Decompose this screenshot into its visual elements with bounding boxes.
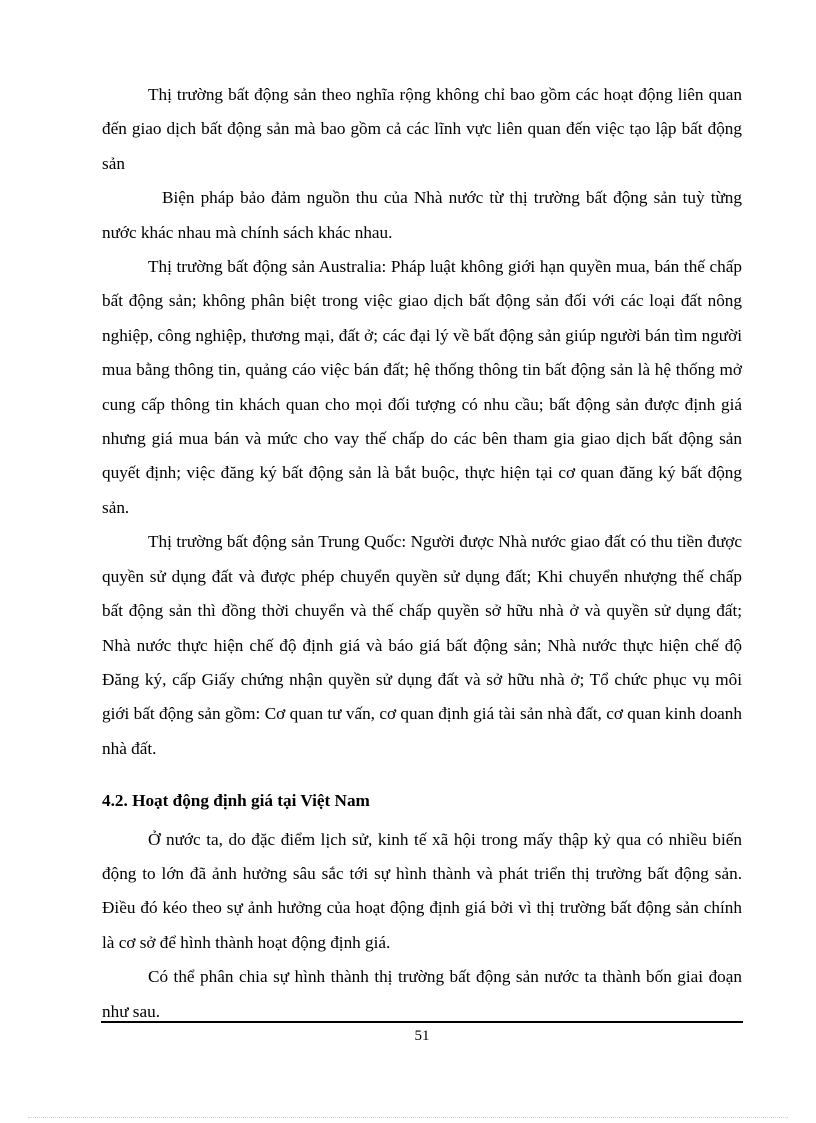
paragraph-vietnam-history: Ở nước ta, do đặc điểm lịch sử, kinh tế xã hội trong mấy thập kỷ qua có nhiều biến động to lớn đã ảnh hưởng sâu sắc tới sự hình thành và phát triển thị trường bất động sản. Điều đó kéo theo sự ảnh hưởng của hoạt động định giá bởi vì thị trường bất động sản chính là cơ sở để hình thành hoạt động định giá. [102,829,742,952]
document-body [102,78,742,1029]
footer-divider [101,1021,743,1023]
section-heading: 4.2. Hoạt động định giá tại Việt Nam [102,791,370,811]
page-number: 51 [414,1028,430,1044]
paragraph-broad-market-definition: Thị trường bất động sản theo nghĩa rộng không chỉ bao gồm các hoạt động liên quan đến giao dịch bất động sản mà bao gồm cả các lĩnh vực liên quan đến việc tạo lập bất động sản [102,85,742,173]
paragraph-state-revenue: Biện pháp bảo đảm nguồn thu của Nhà nước từ thị trường bất động sản tuỳ từng nước khác nhau mà chính sách khác nhau. [102,188,742,242]
paragraph-australia-market: Thị trường bất động sản Australia: Pháp luật không giới hạn quyền mua, bán thế chấp bất động sản; không phân biệt trong việc giao dịch bất động sản đối với các loại đất nông nghiệp, công nghiệp, thương mại, đất ở; các đại lý về bất động sản giúp người bán tìm người mua bằng thông tin, quảng cáo việc bán đất; hệ thống thông tin bất động sản là hệ thống mở cung cấp thông tin khách quan cho mọi đối tượng có nhu cầu; bất động sản được định giá nhưng giá mua bán và mức cho vay thế chấp do các bên tham gia giao dịch bất động sản quyết định; việc đăng ký bất động sản là bắt buộc, thực hiện tại cơ quan đăng ký bất động sản. [102,257,742,517]
paragraph-china-market: Thị trường bất động sản Trung Quốc: Người được Nhà nước giao đất có thu tiền được quyền sử dụng đất và được phép chuyển quyền sử dụng đất; Khi chuyển nhượng thế chấp bất động sản thì đồng thời chuyển và thế chấp quyền sở hữu nhà ở và quyền sử dụng đất; Nhà nước thực hiện chế độ định giá và báo giá bất động sản; Nhà nước thực hiện chế độ Đăng ký, cấp Giấy chứng nhận quyền sử dụng đất và sở hữu nhà ở; Tổ chức phục vụ môi giới bất động sản gồm: Cơ quan tư vấn, cơ quan định giá tài sản nhà đất, cơ quan kinh doanh nhà đất. [102,532,742,758]
page-bottom-border [28,1117,788,1118]
paragraph-vietnam-stages: Có thể phân chia sự hình thành thị trường bất động sản nước ta thành bốn giai đoạn như sau. [102,967,742,1021]
